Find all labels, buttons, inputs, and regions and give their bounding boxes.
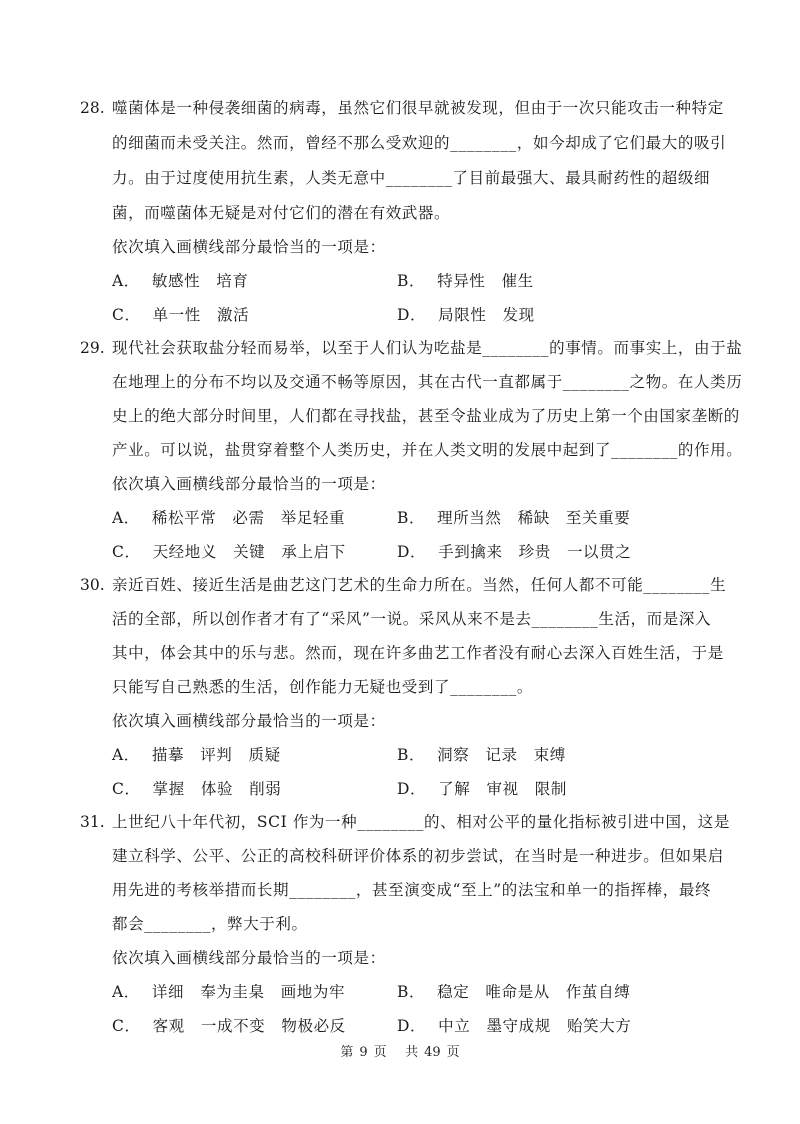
question-number: 29. [80, 339, 105, 357]
option-letter: D． [397, 543, 427, 561]
question-text-line: 史上的绝大部分时间里，人们都在寻找盐，甚至令盐业成为了历史上第一个由国家垄断的 [112, 407, 740, 425]
question-text-line: 亲近百姓、接近生活是曲艺这门艺术的生命力所在。当然，任何人都不可能________生 [112, 576, 727, 594]
question-instruction: 依次填入画横线部分最恰当的一项是： [112, 475, 386, 493]
option-c[interactable] [112, 1016, 346, 1036]
option-text: 特异性 催生 [437, 272, 534, 290]
page-label-prefix: 第 [340, 1045, 354, 1060]
option-text: 局限性 发现 [438, 306, 535, 324]
option-a[interactable] [112, 745, 281, 765]
option-text: 稀松平常 必需 举足轻重 [151, 509, 346, 527]
question-text-line: 产业。可以说，盐贯穿着整个人类历史，并在人类文明的发展中起到了________的作用。 [112, 441, 743, 459]
option-c[interactable] [112, 779, 281, 799]
option-text: 客观 一成不变 物极必反 [152, 1017, 346, 1035]
option-text: 稳定 唯命是从 作茧自缚 [437, 983, 631, 1001]
option-text: 掌握 体验 削弱 [152, 780, 282, 798]
option-b[interactable] [397, 745, 566, 765]
option-a[interactable] [112, 982, 345, 1002]
option-letter: B． [397, 983, 426, 1001]
option-letter: B． [397, 509, 426, 527]
option-b[interactable] [397, 508, 630, 528]
option-text: 中立 墨守成规 贻笑大方 [438, 1017, 632, 1035]
question-text-line: 现代社会获取盐分轻而易举，以至于人们认为吃盐是________的事情。而事实上，由于盐 [112, 339, 743, 357]
question-instruction: 依次填入画横线部分最恰当的一项是： [112, 238, 386, 256]
question-text-line: 活的全部，所以创作者才有了“采风”一说。采风从来不是去________生活，而是深入 [112, 610, 712, 628]
question-text-line: 用先进的考核举措而长期________，甚至演变成“至上”的法宝和单一的指挥棒，最终 [112, 881, 712, 899]
option-d[interactable] [397, 779, 567, 799]
option-letter: B． [397, 746, 426, 764]
question-text-line: 上世纪八十年代初，SCI 作为一种________的、相对公平的量化指标被引进中国，这是 [112, 813, 730, 831]
option-letter: D． [397, 1017, 427, 1035]
option-text: 描摹 评判 质疑 [151, 746, 281, 764]
option-letter: C． [112, 1017, 141, 1035]
option-letter: C． [112, 543, 141, 561]
option-text: 理所当然 稀缺 至关重要 [437, 509, 631, 527]
option-a[interactable] [112, 271, 249, 291]
question-text-line: 在地理上的分布不均以及交通不畅等原因，其在古代一直都属于________之物。在人类历 [112, 373, 743, 391]
question-instruction: 依次填入画横线部分最恰当的一项是： [112, 712, 386, 730]
option-letter: C． [112, 780, 141, 798]
question-text-line: 其中，体会其中的乐与悲。然而，现在许多曲艺工作者没有耐心去深入百姓生活，于是 [112, 644, 724, 662]
option-text: 详细 奉为圭臬 画地为牢 [151, 983, 346, 1001]
option-letter: A． [112, 746, 140, 764]
option-letter: B． [397, 272, 426, 290]
option-c[interactable] [112, 542, 346, 562]
option-letter: A． [112, 983, 140, 1001]
question-text-line: 菌，而噬菌体无疑是对付它们的潜在有效武器。 [112, 204, 451, 222]
page-number: 9 [359, 1045, 368, 1060]
option-c[interactable] [112, 305, 249, 325]
total-prefix: 共 [405, 1045, 419, 1060]
option-letter: A． [112, 509, 140, 527]
page-label-suffix: 页 [373, 1045, 387, 1060]
option-letter: A． [112, 272, 140, 290]
option-text: 单一性 激活 [152, 306, 250, 324]
option-text: 洞察 记录 束缚 [437, 746, 566, 764]
total-suffix: 页 [446, 1045, 460, 1060]
question-text-line: 噬菌体是一种侵袭细菌的病毒，虽然它们很早就被发现，但由于一次只能攻击一种特定 [112, 99, 724, 117]
option-d[interactable] [397, 542, 631, 562]
option-text: 了解 审视 限制 [438, 780, 567, 798]
question-text-line: 都会________，弊大于利。 [112, 915, 308, 933]
question-text-line: 的细菌而未受关注。然而，曾经不那么受欢迎的________，如今却成了它们最大的吸引 [112, 134, 727, 152]
question-text-line: 力。由于过度使用抗生素，人类无意中________了目前最强大、最具耐药性的超级细 [112, 169, 711, 187]
option-letter: D． [397, 306, 427, 324]
option-text: 敏感性 培育 [151, 272, 249, 290]
option-text: 天经地义 关键 承上启下 [152, 543, 346, 561]
option-letter: C． [112, 306, 141, 324]
option-b[interactable] [397, 982, 630, 1002]
question-text-line: 只能写自己熟悉的生活，创作能力无疑也受到了________。 [112, 678, 534, 696]
total-pages: 49 [424, 1045, 441, 1060]
option-d[interactable] [397, 1016, 631, 1036]
question-text-line: 建立科学、公平、公正的高校科研评价体系的初步尝试，在当时是一种进步。但如果启 [112, 847, 724, 865]
question-number: 30. [80, 576, 105, 594]
page-footer [0, 1044, 800, 1062]
question-number: 31. [80, 813, 105, 831]
option-b[interactable] [397, 271, 534, 291]
question-number: 28. [80, 99, 105, 117]
option-a[interactable] [112, 508, 345, 528]
option-text: 手到擒来 珍贵 一以贯之 [438, 543, 632, 561]
option-d[interactable] [397, 305, 535, 325]
question-instruction: 依次填入画横线部分最恰当的一项是： [112, 949, 386, 967]
option-letter: D． [397, 780, 427, 798]
